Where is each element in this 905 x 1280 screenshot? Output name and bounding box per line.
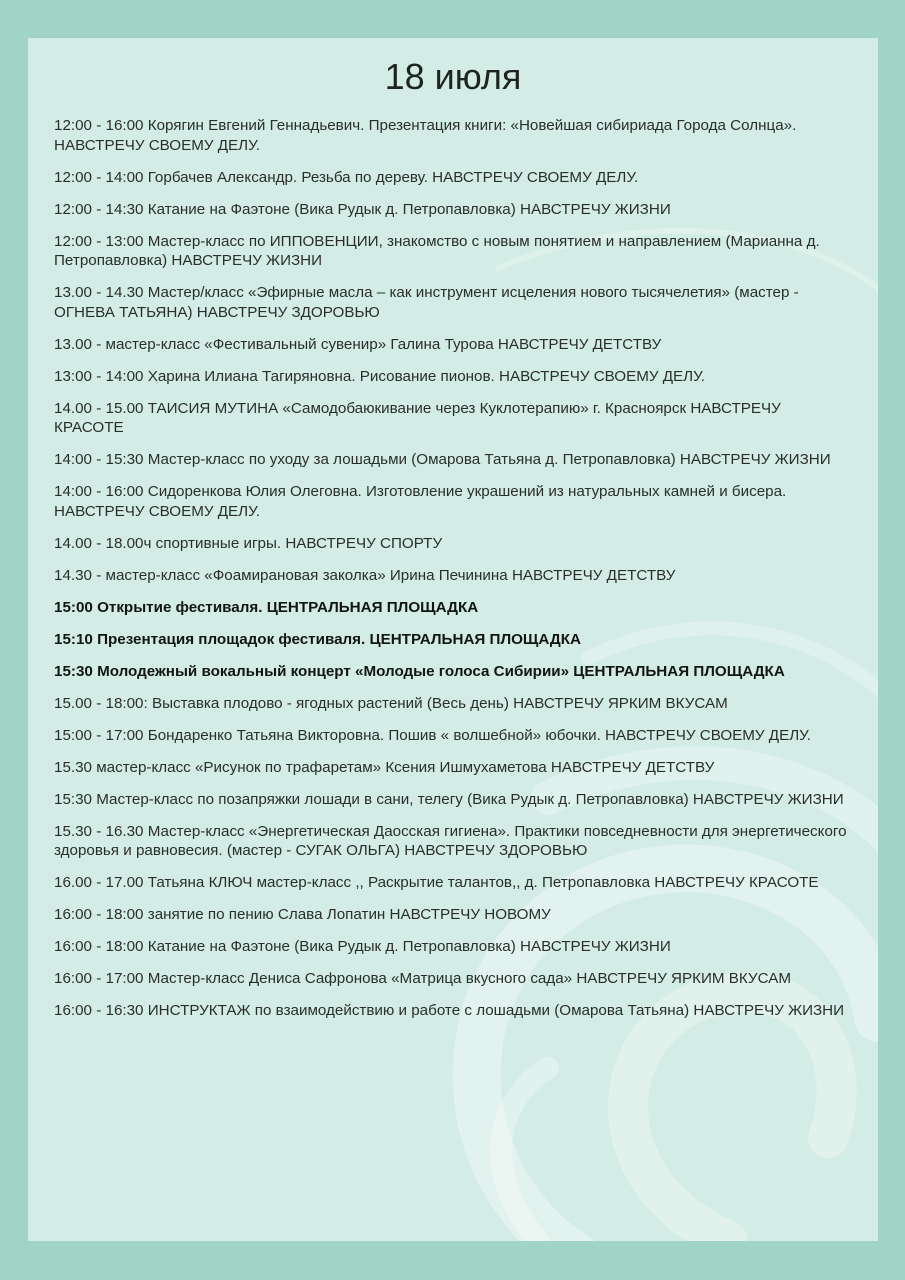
schedule-entry: 14.00 - 15.00 ТАИСИЯ МУТИНА «Самодобаюкивание через Куклотерапию» г. Красноярск НАВСТРЕЧУ КРАСОТЕ — [54, 399, 781, 436]
schedule-entry: 13.00 - 14.30 Мастер/класс «Эфирные масла – как инструмент исцеления нового тысячелетия» (мастер - ОГНЕВА ТАТЬЯНА) НАВСТРЕЧУ ЗДОРОВЬЮ — [54, 284, 799, 321]
schedule-entry: 16:00 - 18:00 занятие по пению Слава Лопатин НАВСТРЕЧУ НОВОМУ — [54, 906, 551, 923]
page-title: 18 июля — [384, 56, 522, 97]
schedule-entry: 15:30 Молодежный вокальный концерт «Молодые голоса Сибирии» ЦЕНТРАЛЬНАЯ ПЛОЩАДКА — [54, 662, 785, 680]
schedule-entry: 15:00 - 17:00 Бондаренко Татьяна Викторовна. Пошив « волшебной» юбочки. НАВСТРЕЧУ СВОЕМУ ДЕЛУ. — [54, 726, 812, 744]
schedule-entry: 16:00 - 17:00 Мастер-класс Дениса Сафронова «Матрица вкусного сада» НАВСТРЕЧУ ЯРКИМ ВКУСАМ — [54, 970, 792, 987]
schedule-entry: 15:00 Открытие фестиваля. ЦЕНТРАЛЬНАЯ ПЛОЩАДКА — [54, 598, 479, 616]
schedule-entry: 13:00 - 14:00 Харина Илиана Тагиряновна. Рисование пионов. НАВСТРЕЧУ СВОЕМУ ДЕЛУ. — [54, 367, 705, 385]
schedule-entry: 15.30 мастер-класс «Рисунок по трафаретам» Ксения Ишмухаметова НАВСТРЕЧУ ДЕТСТВУ — [54, 758, 715, 776]
schedule-entry: 16.00 - 17.00 Татьяна КЛЮЧ мастер-класс ,, Раскрытие талантов,, д. Петропавловка НАВСТРЕЧУ КРАСОТЕ — [54, 874, 819, 891]
schedule-entry: 14.30 - мастер-класс «Фоамирановая заколка» Ирина Печинина НАВСТРЕЧУ ДЕТСТВУ — [54, 566, 676, 584]
schedule-entry: 12:00 - 16:00 Корягин Евгений Геннадьевич. Презентация книги: «Новейшая сибириада Города Солнца». НАВСТРЕЧУ СВОЕМУ ДЕЛУ. — [54, 117, 797, 154]
schedule-panel — [28, 38, 878, 1241]
schedule-entry: 12:00 - 14:30 Катание на Фаэтоне (Вика Рудык д. Петропавловка) НАВСТРЕЧУ ЖИЗНИ — [54, 200, 671, 218]
schedule-entry: 15.00 - 18:00: Выставка плодово - ягодных растений (Весь день) НАВСТРЕЧУ ЯРКИМ ВКУСАМ — [54, 694, 728, 712]
schedule-entry: 14:00 - 16:00 Сидоренкова Юлия Олеговна. Изготовление украшений из натуральных камней и бисера. НАВСТРЕЧУ СВОЕМУ ДЕЛУ. — [54, 483, 787, 520]
schedule-list — [28, 116, 878, 1021]
schedule-entry: 12:00 - 13:00 Мастер-класс по ИППОВЕНЦИИ, знакомство с новым понятием и направлением (Марианна д. Петропавловка) НАВСТРЕЧУ ЖИЗНИ — [54, 232, 820, 269]
schedule-entry: 15.30 - 16.30 Мастер-класс «Энергетическая Даосская гигиена». Практики повседневности для энергетического здоровья и равновесия. (мастер - СУГАК ОЛЬГА) НАВСТРЕЧУ ЗДОРОВЬЮ — [54, 822, 847, 859]
schedule-entry: 16:00 - 16:30 ИНСТРУКТАЖ по взаимодействию и работе с лошадьми (Омарова Татьяна) НАВСТРЕЧУ ЖИЗНИ — [54, 1002, 845, 1019]
schedule-entry: 14:00 - 15:30 Мастер-класс по уходу за лошадьми (Омарова Татьяна д. Петропавловка) НАВСТРЕЧУ ЖИЗНИ — [54, 451, 831, 468]
schedule-entry: 13.00 - мастер-класс «Фестивальный сувенир» Галина Турова НАВСТРЕЧУ ДЕТСТВУ — [54, 335, 662, 353]
schedule-entry: 12:00 - 14:00 Горбачев Александр. Резьба по дереву. НАВСТРЕЧУ СВОЕМУ ДЕЛУ. — [54, 168, 639, 186]
schedule-entry: 16:00 - 18:00 Катание на Фаэтоне (Вика Рудык д. Петропавловка) НАВСТРЕЧУ ЖИЗНИ — [54, 938, 671, 955]
schedule-entry: 14.00 - 18.00ч спортивные игры. НАВСТРЕЧУ СПОРТУ — [54, 534, 443, 552]
schedule-entry: 15:30 Мастер-класс по позапряжки лошади в сани, телегу (Вика Рудык д. Петропавловка) НАВСТРЕЧУ ЖИЗНИ — [54, 790, 844, 808]
schedule-entry: 15:10 Презентация площадок фестиваля. ЦЕНТРАЛЬНАЯ ПЛОЩАДКА — [54, 630, 581, 648]
